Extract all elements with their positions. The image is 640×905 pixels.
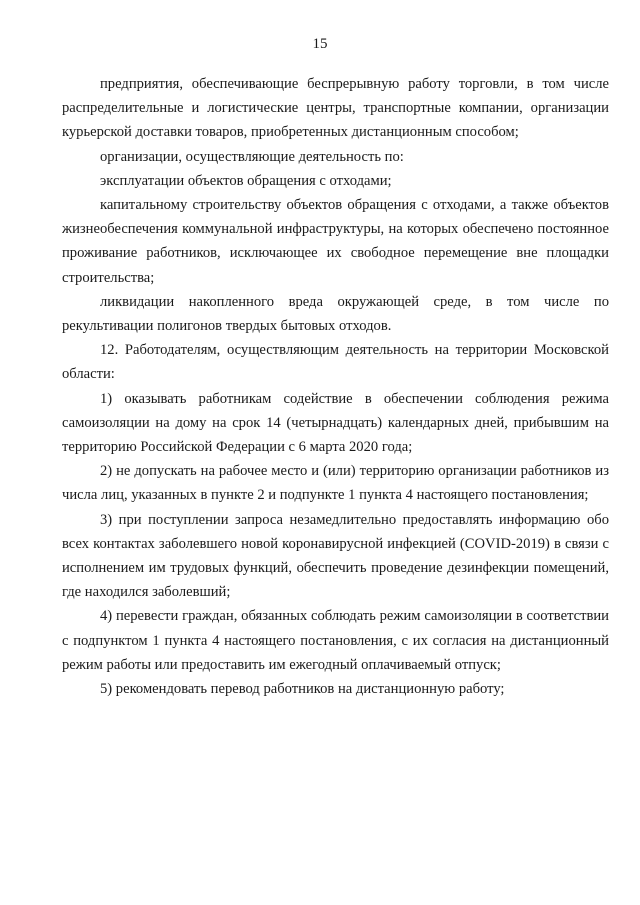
paragraph: предприятия, обеспечивающие беспрерывную работу торговли, в том числе распределительные и логистические центры, транспортные компании, организации курьерской доставки товаров, приобретенных дистанционным способом;	[62, 76, 609, 141]
paragraph: 1) оказывать работникам содействие в обеспечении соблюдения режима самоизоляции на дому на срок 14 (четырнадцать) календарных дней, прибывшим на территорию Российской Федерации с 6 марта 2020 года;	[62, 390, 609, 456]
paragraph: 12. Работодателям, осуществляющим деятельность на территории Московской области:	[62, 342, 609, 383]
paragraph: 4) перевести граждан, обязанных соблюдать режим самоизоляции в соответствии с подпунктом 1 пункта 4 настоящего постановления, с их согласия на дистанционный режим работы или предоставить им ежегодный оплачиваемый отпуск;	[62, 608, 609, 673]
paragraph: 3) при поступлении запроса незамедлительно предоставлять информацию обо всех контактах заболевшего новой коронавирусной инфекцией (COVID-2019) в связи с исполнением им трудовых функций, обеспечить проведение дезинфекции помещений, где находился заболевший;	[62, 511, 609, 601]
paragraph: организации, осуществляющие деятельность по:	[100, 148, 404, 165]
paragraph: 5) рекомендовать перевод работников на дистанционную работу;	[100, 681, 505, 698]
paragraph: ликвидации накопленного вреда окружающей среде, в том числе по рекультивации полигонов твердых бытовых отходов.	[62, 293, 609, 335]
paragraph: капитальному строительству объектов обращения с отходами, а также объектов жизнеобеспечения коммунальной инфраструктуры, на которых обеспечено постоянное проживание работников, исключающее их свободное перемещение вне площадки строительства;	[62, 197, 609, 286]
page-number: 15	[312, 36, 328, 52]
paragraph: эксплуатации объектов обращения с отходами;	[100, 172, 392, 189]
paragraph: 2) не допускать на рабочее место и (или) территорию организации работников из числа лиц, указанных в пункте 2 и подпункте 1 пункта 4 настоящего постановления;	[62, 463, 609, 504]
document-body	[62, 72, 609, 701]
